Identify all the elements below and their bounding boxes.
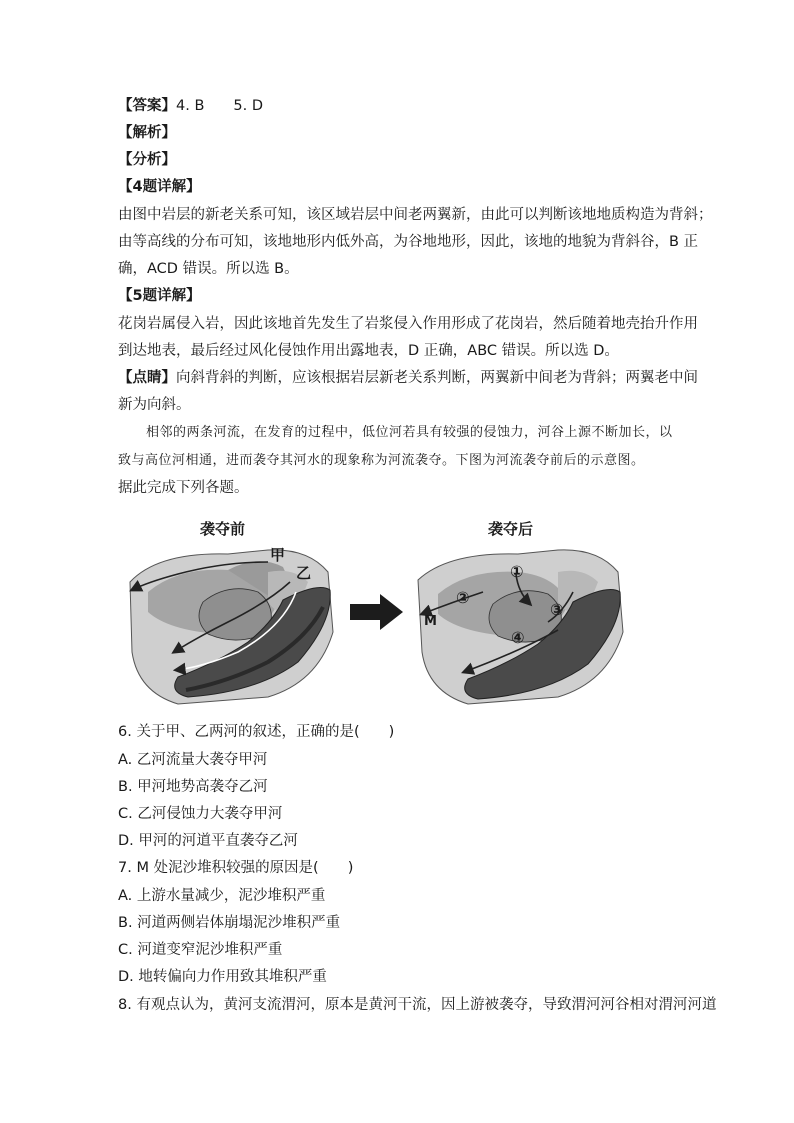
answer-tag: 【答案】 bbox=[118, 98, 176, 114]
q8-stem: 8. 有观点认为，黄河支流渭河，原本是黄河干流，因上游被袭夺，导致渭河河谷相对渭河河道 bbox=[118, 997, 717, 1013]
q4-line-3: 确，ACD 错误。所以选 B。 bbox=[118, 261, 299, 277]
transition-arrow bbox=[350, 594, 403, 630]
q7-stem: 7. M 处泥沙堆积较强的原因是( ) bbox=[118, 860, 354, 876]
q7-option-a: A. 上游水量减少，泥沙堆积严重 bbox=[118, 888, 326, 904]
circle-2: ② bbox=[456, 588, 470, 607]
q6-option-c: C. 乙河侵蚀力大袭夺甲河 bbox=[118, 806, 283, 822]
q4-line-2: 由等高线的分布可知，该地地形内低外高，为谷地地形，因此，该地的地貌为背斜谷，B 正 bbox=[118, 234, 699, 250]
q5-line-2: 到达地表，最后经过风化侵蚀作用出露地表，D 正确，ABC 错误。所以选 D。 bbox=[118, 343, 619, 359]
passage-line-3: 据此完成下列各题。 bbox=[118, 480, 249, 496]
q6-option-b: B. 甲河地势高袭夺乙河 bbox=[118, 779, 268, 795]
dianjing-text-1: 向斜背斜的判断，应该根据岩层新老关系判断，两翼新中间老为背斜；两翼老中间 bbox=[176, 370, 698, 386]
q4-tag: 【4题详解】 bbox=[118, 179, 201, 195]
dianjing-line-1 bbox=[118, 368, 698, 388]
circle-3: ③ bbox=[550, 600, 564, 619]
before-title: 袭夺前 bbox=[200, 520, 246, 538]
q4-line-1: 由图中岩层的新老关系可知，该区域岩层中间老两翼新，由此可以判断该地地质构造为背斜； bbox=[118, 207, 713, 223]
q7-option-d: D. 地转偏向力作用致其堆积严重 bbox=[118, 969, 327, 985]
q6-stem: 6. 关于甲、乙两河的叙述，正确的是( ) bbox=[118, 724, 395, 740]
dianjing-line-2: 新为向斜。 bbox=[118, 397, 191, 413]
answer-text: 4. B 5. D bbox=[176, 98, 263, 114]
passage-line-2: 致与高位河相通，进而袭夺其河水的现象称为河流袭夺。下图为河流袭夺前后的示意图。 bbox=[118, 453, 645, 468]
circle-4: ④ bbox=[511, 628, 525, 647]
q5-tag: 【5题详解】 bbox=[118, 288, 201, 304]
analysis-tag: 【解析】 bbox=[118, 125, 176, 141]
q7-option-c: C. 河道变窄泥沙堆积严重 bbox=[118, 942, 283, 958]
dianjing-tag: 【点睛】 bbox=[118, 370, 176, 386]
q6-option-a: A. 乙河流量大袭夺甲河 bbox=[118, 752, 268, 768]
q7-option-b: B. 河道两侧岩体崩塌泥沙堆积严重 bbox=[118, 915, 341, 931]
fenxi-tag: 【分析】 bbox=[118, 152, 176, 168]
answer-line bbox=[118, 96, 263, 116]
label-yi: 乙 bbox=[296, 564, 312, 582]
after-title: 袭夺后 bbox=[488, 520, 534, 538]
river-capture-figure bbox=[118, 512, 648, 712]
label-jia: 甲 bbox=[270, 546, 286, 564]
passage-line-1: 相邻的两条河流，在发育的过程中，低位河若具有较强的侵蚀力，河谷上源不断加长，以 bbox=[146, 425, 673, 440]
label-m: M bbox=[424, 614, 437, 629]
river-capture-diagram bbox=[118, 512, 648, 712]
q5-line-1: 花岗岩属侵入岩，因此该地首先发生了岩浆侵入作用形成了花岗岩，然后随着地壳抬升作用 bbox=[118, 316, 698, 332]
circle-1: ① bbox=[510, 562, 524, 581]
q6-option-d: D. 甲河的河道平直袭夺乙河 bbox=[118, 833, 298, 849]
